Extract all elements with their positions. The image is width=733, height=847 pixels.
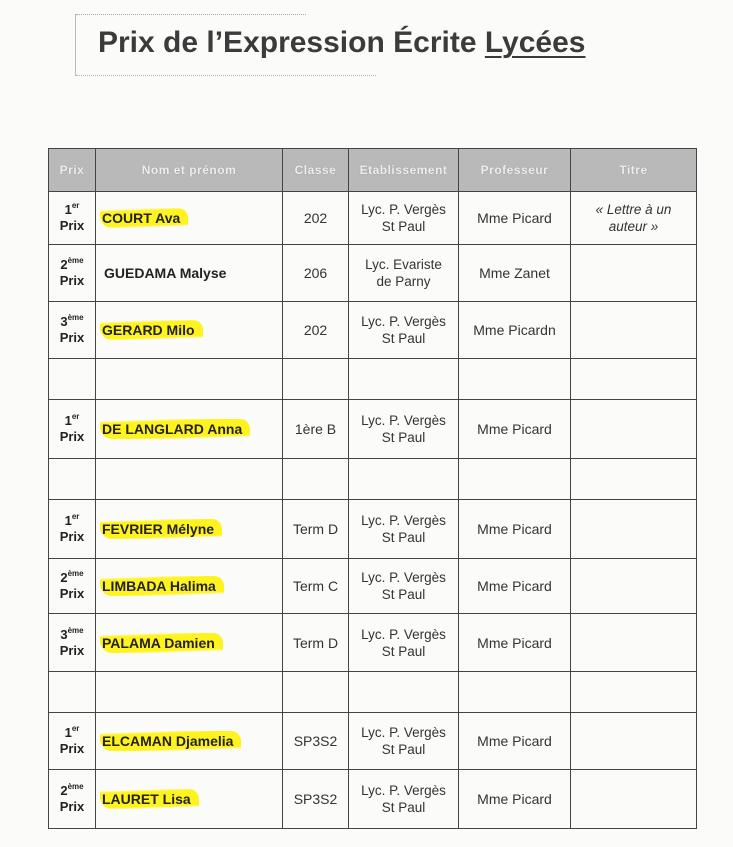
name-cell bbox=[96, 770, 283, 829]
empty-cell bbox=[571, 459, 697, 500]
name-cell bbox=[96, 400, 283, 459]
title-cell bbox=[571, 400, 697, 459]
prize-label: Prix bbox=[59, 586, 85, 601]
prize-rank: 1 bbox=[64, 513, 72, 528]
prize-rank: 2 bbox=[60, 257, 68, 272]
header-titre: Titre bbox=[571, 149, 697, 192]
student-name: LAURET Lisa bbox=[100, 789, 199, 809]
header-etablissement: Etablissement bbox=[349, 149, 459, 192]
title-underlined-word: Lycées bbox=[484, 26, 586, 59]
empty-cell bbox=[349, 359, 459, 400]
table-header-row bbox=[49, 149, 697, 192]
prize-rank-suffix: ème bbox=[67, 569, 84, 578]
student-name: PALAMA Damien bbox=[100, 633, 223, 653]
header-nom: Nom et prénom bbox=[96, 149, 283, 192]
empty-cell bbox=[96, 672, 283, 713]
header-professeur: Professeur bbox=[459, 149, 571, 192]
class-cell: Term C bbox=[283, 559, 349, 614]
title-cell bbox=[571, 770, 697, 829]
school-line-2: St Paul bbox=[381, 530, 426, 545]
student-name: DE LANGLARD Anna bbox=[100, 419, 250, 439]
student-name: GERARD Milo bbox=[100, 320, 203, 340]
school-line-1: Lyc. P. Vergès bbox=[361, 202, 446, 217]
teacher-cell: Mme Picard bbox=[459, 500, 571, 559]
table-row bbox=[49, 302, 697, 359]
table-row bbox=[49, 614, 697, 672]
school-cell bbox=[349, 713, 459, 770]
school-cell bbox=[349, 245, 459, 302]
teacher-cell: Mme Picard bbox=[459, 192, 571, 245]
class-cell: Term D bbox=[283, 500, 349, 559]
school-cell bbox=[349, 400, 459, 459]
prize-cell bbox=[49, 770, 96, 829]
prize-cell bbox=[49, 245, 96, 302]
school-cell bbox=[349, 614, 459, 672]
prize-rank: 3 bbox=[60, 626, 68, 642]
class-cell: 202 bbox=[283, 192, 349, 245]
prize-cell bbox=[49, 614, 96, 672]
empty-row bbox=[49, 359, 697, 400]
prize-rank-suffix: ème bbox=[67, 625, 84, 635]
class-cell: 1ère B bbox=[283, 400, 349, 459]
prize-rank: 1 bbox=[64, 725, 72, 740]
school-cell bbox=[349, 559, 459, 614]
teacher-cell: Mme Picard bbox=[459, 614, 571, 672]
prize-cell bbox=[49, 559, 96, 614]
table-row bbox=[49, 245, 697, 302]
prize-cell bbox=[49, 713, 96, 770]
school-line-2: St Paul bbox=[381, 800, 426, 815]
prize-label: Prix bbox=[59, 642, 85, 658]
table-row bbox=[49, 713, 697, 770]
prize-rank: 1 bbox=[64, 202, 72, 217]
prize-label: Prix bbox=[59, 218, 85, 233]
school-cell bbox=[349, 302, 459, 359]
title-cell bbox=[571, 614, 697, 672]
prize-rank: 2 bbox=[60, 570, 68, 585]
empty-row bbox=[49, 672, 697, 713]
empty-cell bbox=[49, 672, 96, 713]
class-cell: SP3S2 bbox=[283, 770, 349, 829]
student-name: LIMBADA Halima bbox=[100, 576, 224, 596]
school-cell bbox=[349, 500, 459, 559]
name-cell bbox=[96, 713, 283, 770]
header-classe: Classe bbox=[283, 149, 349, 192]
table-row bbox=[49, 559, 697, 614]
school-line-2: de Parny bbox=[376, 274, 431, 289]
name-cell bbox=[96, 245, 283, 302]
class-cell: SP3S2 bbox=[283, 713, 349, 770]
table-row bbox=[49, 400, 697, 459]
title-cell bbox=[571, 192, 697, 245]
school-line-2: St Paul bbox=[381, 219, 426, 234]
page-title bbox=[98, 26, 585, 60]
title-cell bbox=[571, 500, 697, 559]
school-line-2: St Paul bbox=[381, 430, 426, 445]
teacher-cell: Mme Picard bbox=[459, 400, 571, 459]
prize-rank-suffix: er bbox=[71, 512, 80, 521]
school-line-1: Lyc. P. Vergès bbox=[361, 570, 446, 585]
school-line-1: Lyc. P. Vergès bbox=[361, 413, 446, 428]
prize-rank-suffix: er bbox=[71, 412, 80, 421]
prize-rank-suffix: ème bbox=[67, 782, 84, 791]
empty-cell bbox=[283, 672, 349, 713]
name-cell bbox=[96, 192, 283, 245]
prize-rank: 2 bbox=[60, 783, 68, 798]
empty-cell bbox=[349, 672, 459, 713]
school-line-1: Lyc. P. Vergès bbox=[361, 513, 446, 528]
empty-cell bbox=[283, 359, 349, 400]
student-name: COURT Ava bbox=[100, 208, 188, 228]
empty-cell bbox=[49, 459, 96, 500]
teacher-cell: Mme Picard bbox=[459, 559, 571, 614]
prize-label: Prix bbox=[59, 741, 85, 756]
student-name: ELCAMAN Djamelia bbox=[100, 731, 241, 751]
school-line-1: Lyc. P. Vergès bbox=[361, 314, 446, 329]
prize-rank: 3 bbox=[60, 314, 68, 329]
prize-label: Prix bbox=[59, 529, 85, 544]
table-row bbox=[49, 770, 697, 829]
table-row bbox=[49, 192, 697, 245]
school-cell bbox=[349, 770, 459, 829]
table-row bbox=[49, 500, 697, 559]
name-cell bbox=[96, 614, 283, 672]
school-line-2: St Paul bbox=[381, 643, 426, 659]
empty-cell bbox=[459, 672, 571, 713]
prize-rank-suffix: ème bbox=[67, 256, 84, 265]
empty-row bbox=[49, 459, 697, 500]
teacher-cell: Mme Picard bbox=[459, 770, 571, 829]
prize-cell bbox=[49, 302, 96, 359]
title-cell bbox=[571, 713, 697, 770]
empty-cell bbox=[349, 459, 459, 500]
prize-table bbox=[48, 148, 697, 829]
teacher-cell: Mme Picardn bbox=[459, 302, 571, 359]
title-cell bbox=[571, 245, 697, 302]
student-name: GUEDAMA Malyse bbox=[104, 265, 227, 281]
teacher-cell: Mme Zanet bbox=[459, 245, 571, 302]
work-title-line-2: auteur » bbox=[608, 219, 659, 234]
title-text: Prix de l’Expression Écrite bbox=[98, 26, 485, 59]
prize-rank: 1 bbox=[64, 413, 72, 428]
school-line-1: Lyc. P. Vergès bbox=[361, 626, 446, 642]
work-title-line-1: « Lettre à un bbox=[595, 202, 672, 217]
prize-label: Prix bbox=[59, 799, 85, 814]
prize-label: Prix bbox=[59, 273, 85, 288]
title-cell bbox=[571, 302, 697, 359]
empty-cell bbox=[283, 459, 349, 500]
prize-rank-suffix: er bbox=[71, 724, 80, 733]
empty-cell bbox=[571, 672, 697, 713]
name-cell bbox=[96, 559, 283, 614]
class-cell: 202 bbox=[283, 302, 349, 359]
prize-rank-suffix: er bbox=[71, 201, 80, 210]
prize-label: Prix bbox=[59, 429, 85, 444]
table-body bbox=[49, 192, 697, 829]
prize-rank-suffix: ème bbox=[67, 313, 84, 322]
class-cell: 206 bbox=[283, 245, 349, 302]
class-cell: Term D bbox=[283, 614, 349, 672]
title-cell bbox=[571, 559, 697, 614]
empty-cell bbox=[49, 359, 96, 400]
school-line-2: St Paul bbox=[381, 331, 426, 346]
school-line-1: Lyc. Evariste bbox=[365, 257, 442, 272]
school-line-2: St Paul bbox=[381, 587, 426, 602]
prize-label: Prix bbox=[59, 330, 85, 345]
empty-cell bbox=[459, 459, 571, 500]
prize-cell bbox=[49, 192, 96, 245]
name-cell bbox=[96, 500, 283, 559]
prize-cell bbox=[49, 400, 96, 459]
header-prix: Prix bbox=[49, 149, 96, 192]
empty-cell bbox=[96, 459, 283, 500]
school-line-1: Lyc. P. Vergès bbox=[361, 725, 446, 740]
prize-cell bbox=[49, 500, 96, 559]
teacher-cell: Mme Picard bbox=[459, 713, 571, 770]
empty-cell bbox=[571, 359, 697, 400]
empty-cell bbox=[459, 359, 571, 400]
empty-cell bbox=[96, 359, 283, 400]
school-cell bbox=[349, 192, 459, 245]
school-line-1: Lyc. P. Vergès bbox=[361, 783, 446, 798]
student-name: FEVRIER Mélyne bbox=[100, 519, 222, 539]
name-cell bbox=[96, 302, 283, 359]
school-line-2: St Paul bbox=[381, 742, 426, 757]
